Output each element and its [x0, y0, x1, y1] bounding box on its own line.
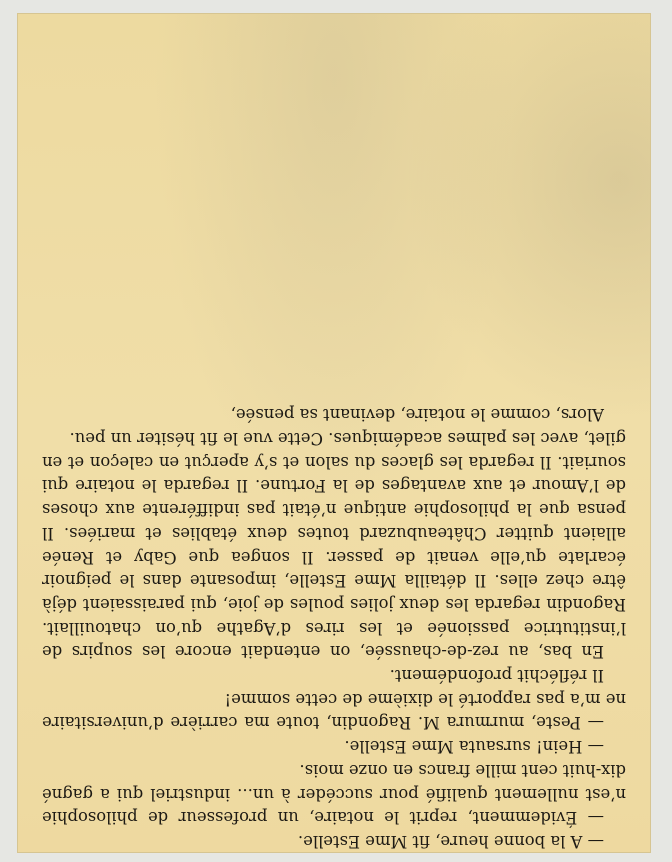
paragraph-5: Il réfléchit profondément.	[389, 666, 604, 686]
paragraph-3: — Hein! sursauta Mme Estelle.	[344, 737, 604, 757]
paragraph-2: — Évidemment, reprit le notaire, un professeur de philosophie n’est nullement qualifié pour succéder à un... industriel qui a gagné dix-huit cent mille francs en onze mois.	[42, 760, 626, 828]
paper-sheet	[17, 13, 651, 853]
paragraph-6: En bas, au rez-de-chaussée, on entendait encore les soupirs de l’institutrice passionée et les rires d’Agathe qu’on chatouillait. Ragondin regarda les deux jolies poules de joie, qui paraissaient déjà être chez elles. Il détailla Mme Estelle, imposante dans le peignoir écarlate qu’elle venait de passer. Il songea que Gaby et Renée allaient quitter Châteaubuzard toutes deux établies et mariées. Il pensa que la philosophie antique n’était pas indifférente aux choses de l’Amour et aux avantages de la Fortune. Il regarda le notaire qui souriait. Il regarda les glaces du salon et s’y aperçut en caleçon et en gilet, avec les palmes académiques. Cette vue le fit hésiter un peu.	[42, 429, 626, 662]
paragraph-7: Alors, comme le notaire, devinant sa pensée,	[230, 405, 604, 425]
paragraph-4: — Peste, murmura M. Ragondin, toute ma carrière d’universitaire ne m’a pas rapporté le dixième de cette somme!	[42, 689, 626, 733]
paragraph-1: — A la bonne heure, fit Mme Estelle.	[297, 832, 604, 851]
page-text-upside-down	[42, 183, 626, 853]
